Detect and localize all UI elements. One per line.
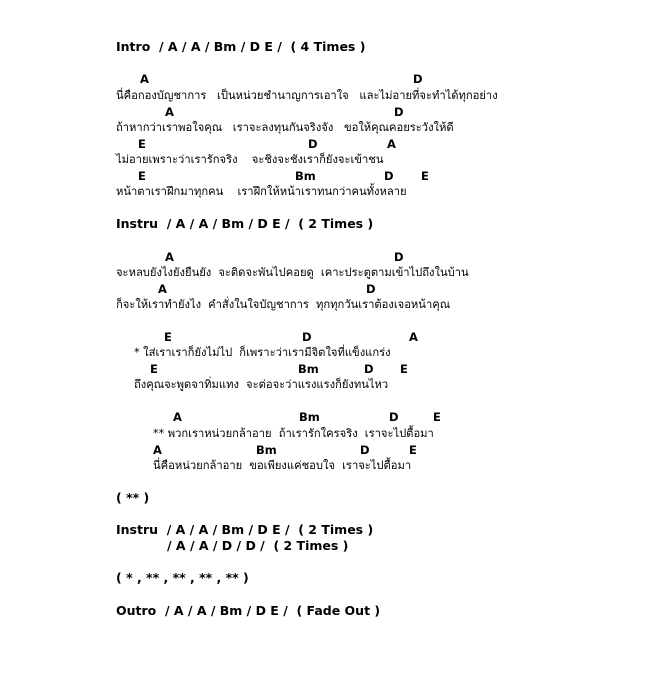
chord-a: A	[165, 105, 174, 119]
repeat-marker: ( * , ** , ** , ** , ** )	[116, 570, 249, 585]
chord-a: A	[158, 282, 167, 296]
chord-d: D	[364, 362, 374, 376]
chord-d: D	[308, 137, 318, 151]
lyric-line: หน้าตาเราฝึกมาทุกคน เราฝึกให้หน้าเราทนกว่าคนทั้งหลาย	[116, 185, 407, 198]
chord-e: E	[433, 410, 441, 424]
chord-d: D	[366, 282, 376, 296]
chord-a: A	[153, 443, 162, 457]
chord-e: E	[164, 330, 172, 344]
chord-a: A	[165, 250, 174, 264]
chord-d: D	[394, 105, 404, 119]
chord-bm: Bm	[299, 410, 320, 424]
lyric-line: จะหลบยังไงยังยืนยัง จะติดจะพันไปคอยดู เคาะประตูตามเข้าไปถึงในบ้าน	[116, 266, 469, 279]
chord-d: D	[302, 330, 312, 344]
chord-bm: Bm	[298, 362, 319, 376]
lyric-line: ไม่อายเพราะว่าเรารักจริง จะชิงจะชังเราก็ยังจะเข้าชน	[116, 153, 384, 166]
chord-d: D	[413, 72, 423, 86]
chord-bm: Bm	[295, 169, 316, 183]
chord-a: A	[140, 72, 149, 86]
chord-d: D	[360, 443, 370, 457]
lyric-line: นี่คือกองบัญชาการ เป็นหน่วยชำนาญการเอาใจ และไม่อายที่จะทำได้ทุกอย่าง	[116, 89, 498, 102]
instru-line: Instru / A / A / Bm / D E / ( 2 Times )	[116, 522, 374, 537]
chord-d: D	[394, 250, 404, 264]
chord-e: E	[421, 169, 429, 183]
instru-line: / A / A / D / D / ( 2 Times )	[167, 538, 349, 553]
lyric-line: ก็จะให้เราทำยังไง คำสั่งในใจบัญชาการ ทุกทุกวันเราต้องเจอหน้าคุณ	[116, 298, 451, 311]
instru-line: Instru / A / A / Bm / D E / ( 2 Times )	[116, 216, 374, 231]
chord-a: A	[387, 137, 396, 151]
chord-d: D	[384, 169, 394, 183]
lyric-line: * ใส่เราเราก็ยังไม่ไป ก็เพราะว่าเรามีจิตใจที่แข็งแกร่ง	[134, 346, 391, 359]
lyric-line: ** พวกเราหน่วยกล้าอาย ถ้าเรารักใครจริง เราจะไปตื้อมา	[153, 427, 434, 440]
chord-e: E	[138, 169, 146, 183]
outro-line: Outro / A / A / Bm / D E / ( Fade Out )	[116, 603, 381, 618]
chord-a: A	[409, 330, 418, 344]
lyric-line: นี่คือหน่วยกล้าอาย ขอเพียงแค่ชอบใจ เราจะไปตื้อมา	[153, 459, 412, 472]
chord-d: D	[389, 410, 399, 424]
repeat-marker: ( ** )	[116, 490, 150, 505]
chord-e: E	[400, 362, 408, 376]
intro-line: Intro / A / A / Bm / D E / ( 4 Times )	[116, 39, 366, 54]
lyric-line: ถึงคุณจะพูดจาทิ่มแทง จะต่อจะว่าแรงแรงก็ยังทนไหว	[134, 378, 389, 391]
chord-a: A	[173, 410, 182, 424]
chord-e: E	[138, 137, 146, 151]
chord-e: E	[150, 362, 158, 376]
chord-bm: Bm	[256, 443, 277, 457]
lyric-line: ถ้าหากว่าเราพอใจคุณ เราจะลงทุนกันจริงจัง ขอให้คุณคอยระวังให้ดี	[116, 121, 454, 134]
chord-e: E	[409, 443, 417, 457]
